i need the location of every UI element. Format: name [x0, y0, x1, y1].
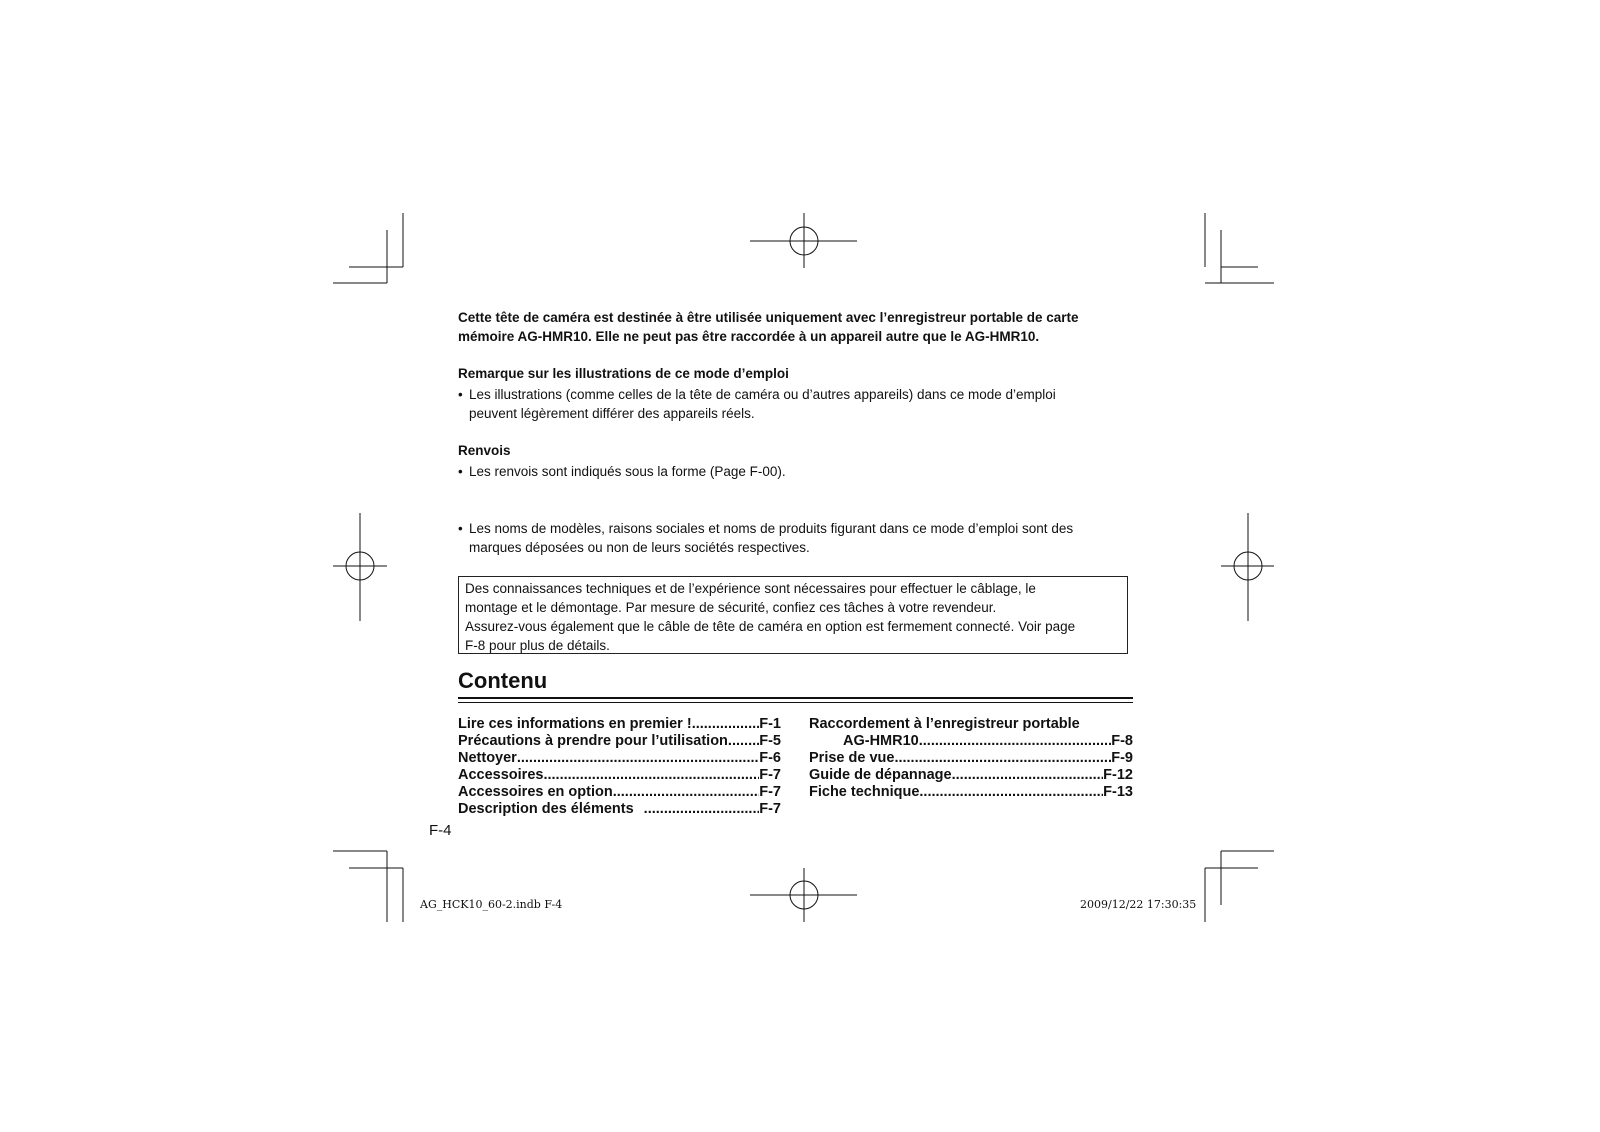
- toc-entry[interactable]: [458, 784, 781, 801]
- toc-leader: [692, 716, 760, 733]
- title-rule: [458, 702, 1133, 703]
- toc-entry-page: F-6: [759, 750, 781, 766]
- toc-left-column: [458, 716, 781, 818]
- page-number: F-4: [429, 822, 452, 839]
- toc-leader: [952, 767, 1104, 784]
- toc-entry-page: F-13: [1103, 784, 1133, 800]
- toc-entry[interactable]: [458, 716, 781, 733]
- toc-leader: [919, 733, 1112, 750]
- toc-entry[interactable]: [809, 784, 1133, 801]
- print-slug-file: AG_HCK10_60-2.indb F-4: [420, 898, 563, 911]
- toc-entry-title: Accessoires en option: [458, 784, 613, 800]
- bullet-line: marques déposées ou non de leurs sociétés respectives.: [469, 540, 810, 555]
- toc-entry-title: Guide de dépannage: [809, 767, 952, 783]
- toc-entry-page: F-7: [759, 784, 781, 800]
- toc-leader: [728, 733, 759, 750]
- toc-entry-title: Prise de vue: [809, 750, 895, 766]
- toc-leader: [894, 750, 1111, 767]
- remarque-bullet: [458, 385, 1138, 423]
- notice-line: F-8 pour plus de détails.: [465, 638, 610, 653]
- safety-notice-box: [458, 576, 1128, 654]
- intro-line: mémoire AG-HMR10. Elle ne peut pas être raccordée à un appareil autre que le AG-HMR10.: [458, 329, 1040, 344]
- toc-entry[interactable]: [458, 733, 781, 750]
- toc-entry-title: Précautions à prendre pour l’utilisation: [458, 733, 728, 749]
- bullet-dot: •: [458, 464, 463, 479]
- toc-entry-title: AG-HMR10: [843, 733, 919, 749]
- toc-entry-page: F-8: [1111, 733, 1133, 749]
- toc-leader: [919, 784, 1103, 801]
- bullet-line: peuvent légèrement différer des appareils réels.: [469, 406, 755, 421]
- toc-leader: [634, 801, 760, 818]
- toc-entry[interactable]: [809, 767, 1133, 784]
- notice-line: Assurez-vous également que le câble de tête de caméra en option est fermement connecté. Voir page: [465, 619, 1076, 634]
- bullet-line: Les renvois sont indiqués sous la forme (Page F-00).: [469, 464, 786, 479]
- title-rule: [458, 697, 1133, 699]
- renvois-bullet: [458, 462, 1138, 481]
- toc-entry[interactable]: [809, 733, 1133, 750]
- contents-title: Contenu: [458, 668, 548, 693]
- toc-leader: [613, 784, 760, 801]
- toc-entry-page: F-9: [1111, 750, 1133, 766]
- intro-line: Cette tête de caméra est destinée à être utilisée uniquement avec l’enregistreur portable de carte: [458, 310, 1079, 325]
- marques-bullet: [458, 519, 1138, 557]
- toc-entry-page: F-7: [759, 767, 781, 783]
- toc-entry-title: Raccordement à l’enregistreur portable: [809, 716, 1080, 732]
- toc-entry-page: F-12: [1103, 767, 1133, 783]
- remarque-heading: Remarque sur les illustrations de ce mode d’emploi: [458, 366, 789, 381]
- bullet-line: Les noms de modèles, raisons sociales et noms de produits figurant dans ce mode d’emploi sont des: [469, 521, 1074, 536]
- print-slug-datetime: 2009/12/22 17:30:35: [1080, 898, 1197, 911]
- toc-entry[interactable]: [458, 767, 781, 784]
- toc-entry-title: Nettoyer: [458, 750, 517, 766]
- notice-line: montage et le démontage. Par mesure de sécurité, confiez ces tâches à votre revendeur.: [465, 600, 997, 615]
- toc-entry-title: Fiche technique: [809, 784, 920, 800]
- bullet-line: Les illustrations (comme celles de la tête de caméra ou d’autres appareils) dans ce mode d’emploi: [469, 387, 1056, 402]
- toc-entry-title: Lire ces informations en premier !: [458, 716, 692, 732]
- toc-entry[interactable]: [809, 716, 1133, 733]
- toc-entry-page: F-1: [759, 716, 781, 732]
- toc-entry-page: F-5: [759, 733, 781, 749]
- toc-leader: [517, 750, 759, 767]
- bullet-dot: •: [458, 387, 463, 402]
- toc-entry-page: F-7: [759, 801, 781, 817]
- toc-entry-title: Accessoires: [458, 767, 544, 783]
- toc-right-column: [809, 716, 1133, 801]
- notice-line: Des connaissances techniques et de l’expérience sont nécessaires pour effectuer le câblage, le: [465, 581, 1036, 596]
- toc-entry[interactable]: [458, 801, 781, 818]
- toc-entry[interactable]: [809, 750, 1133, 767]
- intro-paragraph: [458, 308, 1138, 346]
- renvois-heading: Renvois: [458, 443, 511, 458]
- toc-entry[interactable]: [458, 750, 781, 767]
- toc-leader: [543, 767, 759, 784]
- toc-entry-title: Description des éléments: [458, 801, 634, 817]
- bullet-dot: •: [458, 521, 463, 536]
